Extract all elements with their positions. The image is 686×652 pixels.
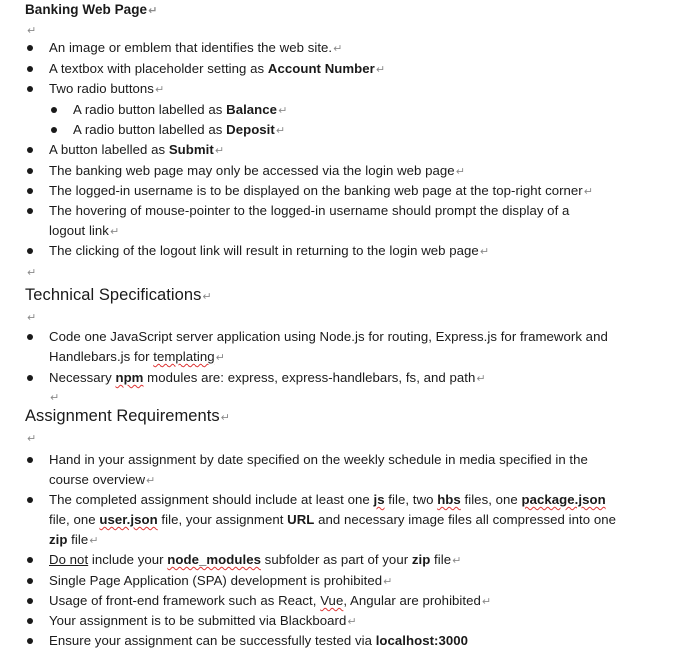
list-item-nested: A radio button labelled as Balance↵ (73, 102, 288, 117)
bullet-dot (51, 107, 57, 113)
bullet-dot (27, 578, 33, 584)
list-item-nested: A radio button labelled as Deposit↵ (73, 122, 286, 137)
list-item: Single Page Application (SPA) development is prohibited↵ (49, 573, 393, 588)
list-item-continuation: logout link↵ (49, 223, 120, 238)
list-item: The completed assignment should include at least one js file, two hbs files, one package.json (49, 492, 606, 507)
list-item: Do not include your node_modules subfolder as part of your zip file↵ (49, 552, 462, 567)
bullet-dot (27, 598, 33, 604)
list-item: Code one JavaScript server application using Node.js for routing, Express.js for framework and (49, 329, 608, 344)
list-item-continuation: file, one user.json file, your assignment URL and necessary image files all compressed into one (49, 512, 616, 527)
bullet-dot (27, 618, 33, 624)
list-item: The hovering of mouse-pointer to the logged-in username should prompt the display of a (49, 203, 570, 218)
bullet-dot (27, 188, 33, 194)
empty-paragraph: ↵ (50, 392, 60, 404)
list-item-continuation: zip file↵ (49, 532, 99, 547)
list-item: Your assignment is to be submitted via Blackboard↵ (49, 613, 357, 628)
list-item: A textbox with placeholder setting as Account Number↵ (49, 61, 386, 76)
list-item: The banking web page may only be accessed via the login web page↵ (49, 163, 465, 178)
bullet-dot (27, 248, 33, 254)
bullet-dot (27, 334, 33, 340)
list-item: A button labelled as Submit↵ (49, 142, 225, 157)
empty-paragraph: ↵ (27, 25, 37, 37)
section-heading: Technical Specifications↵ (25, 286, 212, 304)
list-item: Usage of front-end framework such as React, Vue, Angular are prohibited↵ (49, 593, 492, 608)
empty-paragraph: ↵ (27, 267, 37, 279)
list-item: The logged-in username is to be displayed on the banking web page at the top-right corner↵ (49, 183, 594, 198)
bullet-dot (51, 127, 57, 133)
list-item: Ensure your assignment can be successfully tested via localhost:3000 (49, 633, 469, 648)
list-item: Hand in your assignment by date specified on the weekly schedule in media specified in the (49, 452, 588, 467)
bullet-dot (27, 147, 33, 153)
list-item: An image or emblem that identifies the web site.↵ (49, 40, 343, 55)
empty-paragraph: ↵ (27, 433, 37, 445)
bullet-dot (27, 168, 33, 174)
list-item-continuation: course overview↵ (49, 472, 156, 487)
bullet-dot (27, 557, 33, 563)
bullet-dot (27, 86, 33, 92)
document-title: Banking Web Page↵ (25, 2, 158, 17)
bullet-dot (27, 208, 33, 214)
bullet-dot (27, 638, 33, 644)
list-item-continuation: Handlebars.js for templating↵ (49, 349, 225, 364)
section-heading: Assignment Requirements↵ (25, 407, 230, 425)
bullet-dot (27, 66, 33, 72)
bullet-dot (27, 497, 33, 503)
bullet-dot (27, 45, 33, 51)
list-item: Necessary npm modules are: express, express-handlebars, fs, and path↵ (49, 370, 486, 385)
empty-paragraph: ↵ (27, 312, 37, 324)
bullet-dot (27, 375, 33, 381)
bullet-dot (27, 457, 33, 463)
list-item: Two radio buttons↵ (49, 81, 165, 96)
list-item: The clicking of the logout link will result in returning to the login web page↵ (49, 243, 490, 258)
